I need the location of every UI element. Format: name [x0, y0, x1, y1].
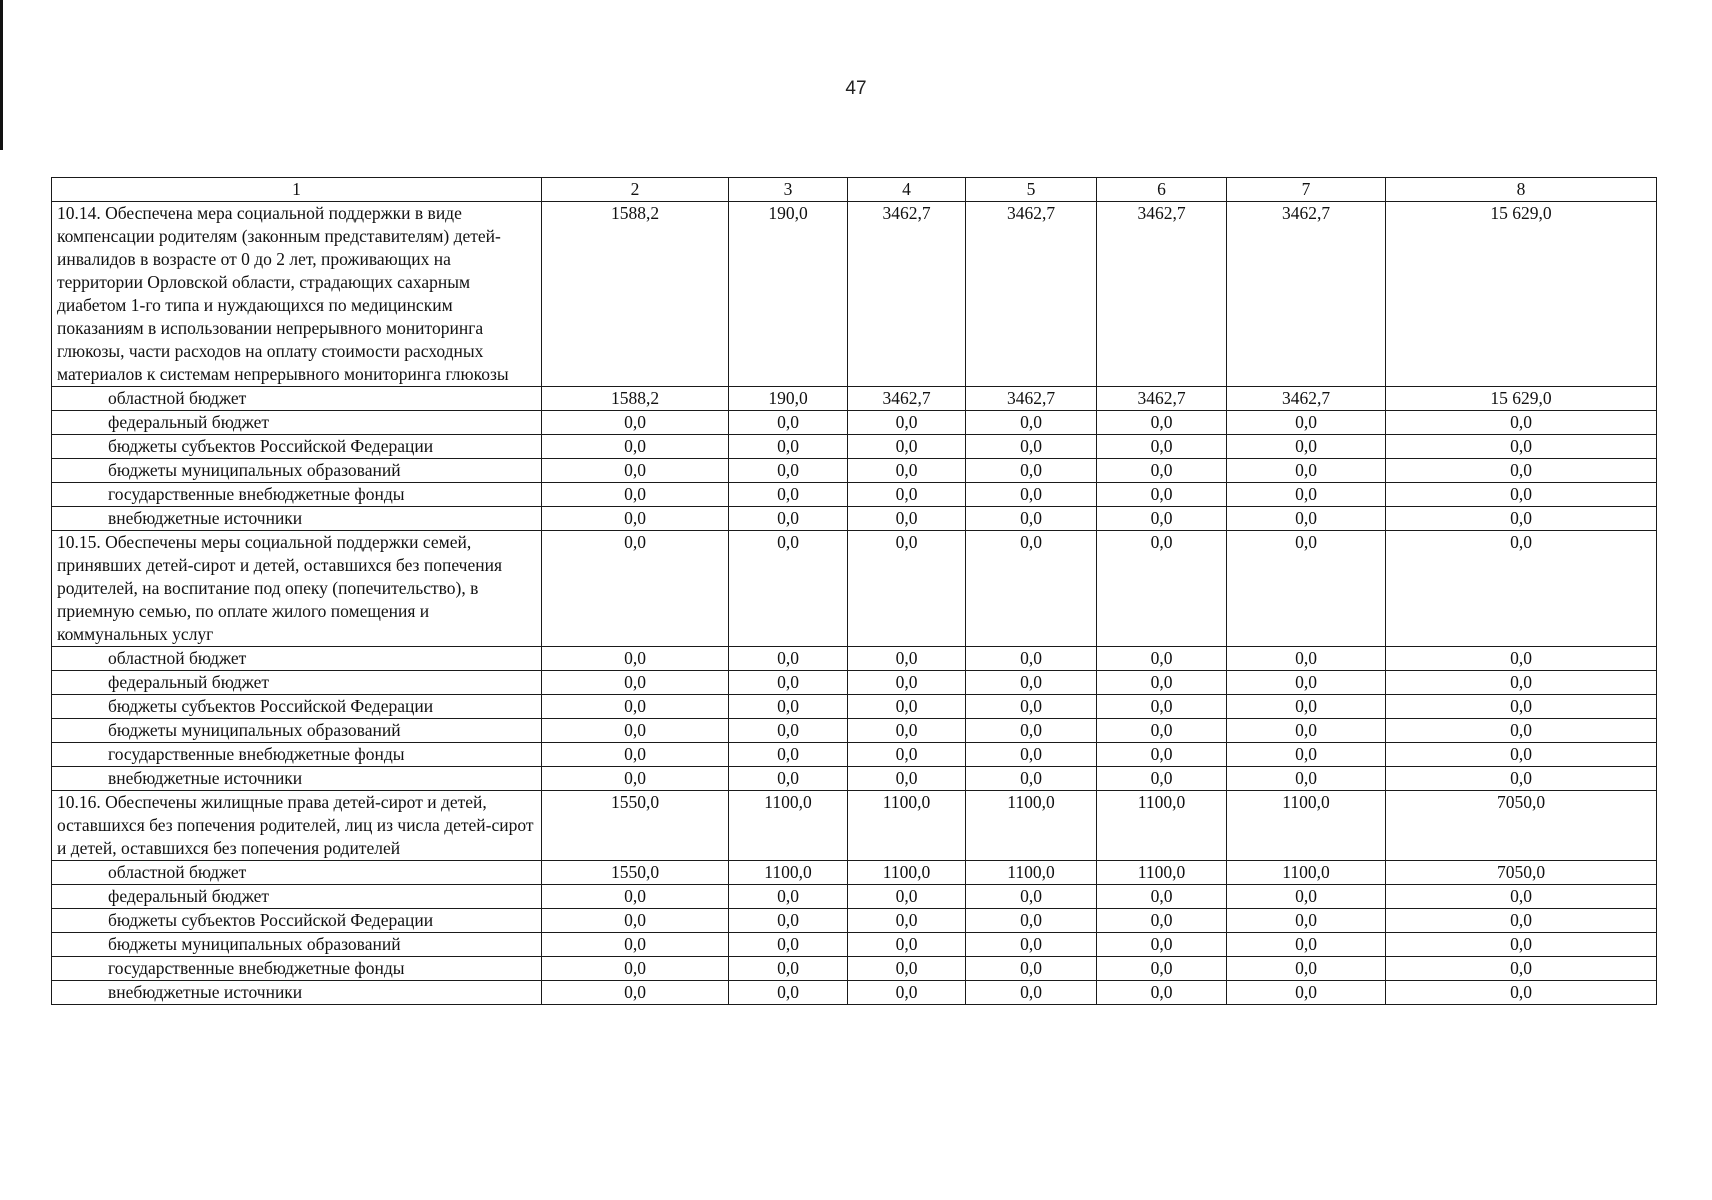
funding-source-row [52, 411, 1657, 435]
funding-value-cell: 0,0 [1227, 435, 1386, 459]
header-cell: 3 [729, 178, 848, 202]
section-total-cell: 7050,0 [1386, 791, 1657, 861]
funding-value-cell: 0,0 [1097, 981, 1227, 1005]
funding-source-label: бюджеты муниципальных образований [52, 459, 542, 483]
funding-source-label: государственные внебюджетные фонды [52, 957, 542, 981]
header-cell: 1 [52, 178, 542, 202]
funding-source-label: областной бюджет [52, 387, 542, 411]
funding-value-cell: 0,0 [1097, 647, 1227, 671]
funding-value-cell: 0,0 [848, 435, 966, 459]
header-cell: 4 [848, 178, 966, 202]
funding-value-cell: 0,0 [848, 909, 966, 933]
funding-value-cell: 0,0 [729, 981, 848, 1005]
funding-value-cell: 0,0 [966, 671, 1097, 695]
funding-value-cell: 0,0 [1227, 885, 1386, 909]
funding-value-cell: 0,0 [729, 459, 848, 483]
funding-value-cell: 0,0 [1227, 981, 1386, 1005]
section-total-cell: 1550,0 [542, 791, 729, 861]
funding-value-cell: 0,0 [729, 957, 848, 981]
funding-value-cell: 0,0 [848, 743, 966, 767]
funding-source-label: областной бюджет [52, 861, 542, 885]
funding-source-row [52, 909, 1657, 933]
funding-value-cell: 1100,0 [729, 861, 848, 885]
funding-value-cell: 0,0 [1386, 671, 1657, 695]
funding-value-cell: 0,0 [542, 483, 729, 507]
funding-source-row [52, 861, 1657, 885]
funding-value-cell: 0,0 [1097, 743, 1227, 767]
section-total-cell: 3462,7 [1097, 202, 1227, 387]
funding-source-label: бюджеты муниципальных образований [52, 933, 542, 957]
funding-value-cell: 0,0 [542, 885, 729, 909]
funding-value-cell: 0,0 [542, 695, 729, 719]
funding-value-cell: 0,0 [848, 411, 966, 435]
funding-value-cell: 15 629,0 [1386, 387, 1657, 411]
funding-value-cell: 0,0 [1227, 483, 1386, 507]
funding-value-cell: 1100,0 [966, 861, 1097, 885]
funding-value-cell: 0,0 [966, 909, 1097, 933]
funding-value-cell: 0,0 [1386, 957, 1657, 981]
section-total-cell: 1100,0 [848, 791, 966, 861]
section-total-cell: 1100,0 [1097, 791, 1227, 861]
funding-value-cell: 0,0 [1097, 459, 1227, 483]
scan-edge-line [0, 0, 3, 150]
funding-value-cell: 0,0 [729, 719, 848, 743]
section-total-cell: 0,0 [542, 531, 729, 647]
funding-value-cell: 0,0 [1386, 695, 1657, 719]
funding-value-cell: 0,0 [542, 767, 729, 791]
funding-source-row [52, 719, 1657, 743]
funding-value-cell: 0,0 [542, 435, 729, 459]
funding-value-cell: 0,0 [848, 767, 966, 791]
funding-value-cell: 1588,2 [542, 387, 729, 411]
funding-value-cell: 0,0 [1227, 411, 1386, 435]
funding-value-cell: 0,0 [1386, 885, 1657, 909]
funding-source-label: федеральный бюджет [52, 411, 542, 435]
funding-source-row [52, 885, 1657, 909]
funding-value-cell: 0,0 [1386, 743, 1657, 767]
funding-value-cell: 0,0 [729, 885, 848, 909]
funding-value-cell: 0,0 [966, 411, 1097, 435]
header-cell: 7 [1227, 178, 1386, 202]
section-total-cell: 0,0 [1097, 531, 1227, 647]
funding-value-cell: 0,0 [966, 435, 1097, 459]
section-title: 10.15. Обеспечены меры социальной поддержки семей, принявших детей-сирот и детей, оставшихся без попечения родителей, на воспитание под опеку (попечительство), в приемную семью, по оплате жилого помещения и коммунальных услуг [52, 531, 542, 647]
section-total-cell: 1100,0 [729, 791, 848, 861]
funding-value-cell: 0,0 [729, 483, 848, 507]
section-total-cell: 3462,7 [1227, 202, 1386, 387]
funding-value-cell: 0,0 [1227, 671, 1386, 695]
funding-value-cell: 0,0 [848, 695, 966, 719]
funding-source-row [52, 671, 1657, 695]
funding-value-cell: 0,0 [1386, 435, 1657, 459]
section-total-cell: 15 629,0 [1386, 202, 1657, 387]
funding-source-row [52, 483, 1657, 507]
funding-value-cell: 0,0 [542, 933, 729, 957]
section-title: 10.14. Обеспечена мера социальной поддержки в виде компенсации родителям (законным представителям) детей-инвалидов в возрасте от 0 до 2 лет, проживающих на территории Орловской области, страдающих сахарным диабетом 1-го типа и нуждающихся по медицинским показаниям в использовании непрерывного мониторинга глюкозы, части расходов на оплату стоимости расходных материалов к системам непрерывного мониторинга глюкозы [52, 202, 542, 387]
funding-value-cell: 0,0 [1097, 695, 1227, 719]
funding-value-cell: 1100,0 [848, 861, 966, 885]
funding-source-label: внебюджетные источники [52, 767, 542, 791]
funding-value-cell: 3462,7 [1227, 387, 1386, 411]
funding-value-cell: 0,0 [966, 981, 1097, 1005]
funding-value-cell: 0,0 [1097, 719, 1227, 743]
section-row [52, 791, 1657, 861]
funding-value-cell: 0,0 [729, 671, 848, 695]
budget-table [51, 177, 1657, 1005]
funding-source-row [52, 435, 1657, 459]
funding-value-cell: 0,0 [848, 957, 966, 981]
funding-value-cell: 0,0 [542, 981, 729, 1005]
funding-value-cell: 0,0 [966, 507, 1097, 531]
funding-value-cell: 0,0 [729, 933, 848, 957]
funding-source-row [52, 957, 1657, 981]
funding-value-cell: 0,0 [1386, 459, 1657, 483]
funding-value-cell: 0,0 [542, 957, 729, 981]
funding-value-cell: 0,0 [1386, 647, 1657, 671]
funding-value-cell: 0,0 [1227, 743, 1386, 767]
funding-value-cell: 0,0 [1097, 909, 1227, 933]
funding-value-cell: 0,0 [848, 933, 966, 957]
funding-source-row [52, 387, 1657, 411]
funding-value-cell: 0,0 [1386, 981, 1657, 1005]
funding-source-label: областной бюджет [52, 647, 542, 671]
section-total-cell: 1588,2 [542, 202, 729, 387]
funding-value-cell: 0,0 [1227, 507, 1386, 531]
funding-value-cell: 3462,7 [848, 387, 966, 411]
funding-value-cell: 0,0 [542, 507, 729, 531]
funding-source-row [52, 647, 1657, 671]
funding-value-cell: 0,0 [966, 719, 1097, 743]
funding-value-cell: 0,0 [848, 885, 966, 909]
funding-value-cell: 0,0 [1227, 933, 1386, 957]
section-total-cell: 3462,7 [848, 202, 966, 387]
funding-value-cell: 1550,0 [542, 861, 729, 885]
funding-value-cell: 0,0 [848, 671, 966, 695]
funding-value-cell: 0,0 [1227, 957, 1386, 981]
funding-source-row [52, 507, 1657, 531]
funding-source-label: бюджеты субъектов Российской Федерации [52, 435, 542, 459]
funding-value-cell: 0,0 [1097, 483, 1227, 507]
funding-value-cell: 0,0 [1097, 507, 1227, 531]
funding-value-cell: 0,0 [1097, 671, 1227, 695]
header-cell: 5 [966, 178, 1097, 202]
funding-value-cell: 0,0 [966, 767, 1097, 791]
funding-value-cell: 0,0 [729, 767, 848, 791]
funding-value-cell: 0,0 [1386, 933, 1657, 957]
header-cell: 6 [1097, 178, 1227, 202]
funding-value-cell: 0,0 [542, 719, 729, 743]
funding-value-cell: 0,0 [1227, 459, 1386, 483]
funding-value-cell: 3462,7 [1097, 387, 1227, 411]
funding-value-cell: 0,0 [848, 483, 966, 507]
section-row [52, 202, 1657, 387]
funding-value-cell: 0,0 [1386, 483, 1657, 507]
funding-source-label: внебюджетные источники [52, 507, 542, 531]
funding-value-cell: 0,0 [729, 435, 848, 459]
funding-source-label: бюджеты муниципальных образований [52, 719, 542, 743]
page-number: 47 [845, 78, 867, 99]
funding-source-row [52, 981, 1657, 1005]
funding-value-cell: 0,0 [1386, 767, 1657, 791]
funding-source-row [52, 743, 1657, 767]
funding-value-cell: 0,0 [966, 695, 1097, 719]
funding-value-cell: 0,0 [966, 933, 1097, 957]
funding-value-cell: 0,0 [1227, 767, 1386, 791]
funding-value-cell: 0,0 [729, 743, 848, 767]
funding-value-cell: 0,0 [1227, 647, 1386, 671]
funding-value-cell: 0,0 [542, 743, 729, 767]
funding-value-cell: 1100,0 [1097, 861, 1227, 885]
funding-value-cell: 0,0 [1386, 507, 1657, 531]
section-total-cell: 1100,0 [966, 791, 1097, 861]
funding-value-cell: 0,0 [1097, 411, 1227, 435]
funding-source-row [52, 695, 1657, 719]
funding-value-cell: 0,0 [966, 743, 1097, 767]
funding-value-cell: 0,0 [1097, 435, 1227, 459]
funding-value-cell: 0,0 [848, 459, 966, 483]
funding-value-cell: 0,0 [729, 507, 848, 531]
funding-value-cell: 0,0 [729, 695, 848, 719]
funding-source-label: бюджеты субъектов Российской Федерации [52, 909, 542, 933]
funding-value-cell: 0,0 [1386, 909, 1657, 933]
funding-value-cell: 0,0 [848, 981, 966, 1005]
section-total-cell: 3462,7 [966, 202, 1097, 387]
funding-value-cell: 0,0 [848, 647, 966, 671]
funding-source-label: бюджеты субъектов Российской Федерации [52, 695, 542, 719]
funding-value-cell: 0,0 [1097, 933, 1227, 957]
funding-value-cell: 0,0 [1227, 909, 1386, 933]
header-cell: 8 [1386, 178, 1657, 202]
section-total-cell: 0,0 [848, 531, 966, 647]
funding-value-cell: 0,0 [729, 411, 848, 435]
section-total-cell: 0,0 [729, 531, 848, 647]
funding-source-label: государственные внебюджетные фонды [52, 743, 542, 767]
funding-value-cell: 190,0 [729, 387, 848, 411]
funding-value-cell: 0,0 [542, 647, 729, 671]
section-total-cell: 190,0 [729, 202, 848, 387]
funding-value-cell: 0,0 [1227, 695, 1386, 719]
funding-value-cell: 0,0 [1386, 719, 1657, 743]
funding-value-cell: 3462,7 [966, 387, 1097, 411]
table-body [52, 178, 1657, 1005]
funding-source-label: внебюджетные источники [52, 981, 542, 1005]
section-total-cell: 1100,0 [1227, 791, 1386, 861]
funding-source-row [52, 459, 1657, 483]
funding-value-cell: 0,0 [1097, 885, 1227, 909]
funding-value-cell: 0,0 [729, 647, 848, 671]
funding-value-cell: 0,0 [966, 885, 1097, 909]
funding-value-cell: 0,0 [1097, 767, 1227, 791]
section-title: 10.16. Обеспечены жилищные права детей-сирот и детей, оставшихся без попечения родителей, лиц из числа детей-сирот и детей, оставшихся без попечения родителей [52, 791, 542, 861]
funding-value-cell: 7050,0 [1386, 861, 1657, 885]
funding-source-label: государственные внебюджетные фонды [52, 483, 542, 507]
funding-source-row [52, 767, 1657, 791]
funding-source-row [52, 933, 1657, 957]
funding-value-cell: 0,0 [542, 459, 729, 483]
funding-source-label: федеральный бюджет [52, 671, 542, 695]
funding-value-cell: 0,0 [729, 909, 848, 933]
funding-value-cell: 0,0 [542, 909, 729, 933]
funding-value-cell: 0,0 [1097, 957, 1227, 981]
funding-value-cell: 0,0 [966, 647, 1097, 671]
funding-value-cell: 0,0 [542, 411, 729, 435]
header-row [52, 178, 1657, 202]
funding-value-cell: 1100,0 [1227, 861, 1386, 885]
funding-value-cell: 0,0 [848, 507, 966, 531]
section-total-cell: 0,0 [1227, 531, 1386, 647]
funding-value-cell: 0,0 [848, 719, 966, 743]
funding-value-cell: 0,0 [542, 671, 729, 695]
section-total-cell: 0,0 [1386, 531, 1657, 647]
funding-value-cell: 0,0 [966, 483, 1097, 507]
funding-value-cell: 0,0 [966, 459, 1097, 483]
section-row [52, 531, 1657, 647]
funding-value-cell: 0,0 [1386, 411, 1657, 435]
section-total-cell: 0,0 [966, 531, 1097, 647]
funding-value-cell: 0,0 [966, 957, 1097, 981]
funding-source-label: федеральный бюджет [52, 885, 542, 909]
funding-value-cell: 0,0 [1227, 719, 1386, 743]
header-cell: 2 [542, 178, 729, 202]
